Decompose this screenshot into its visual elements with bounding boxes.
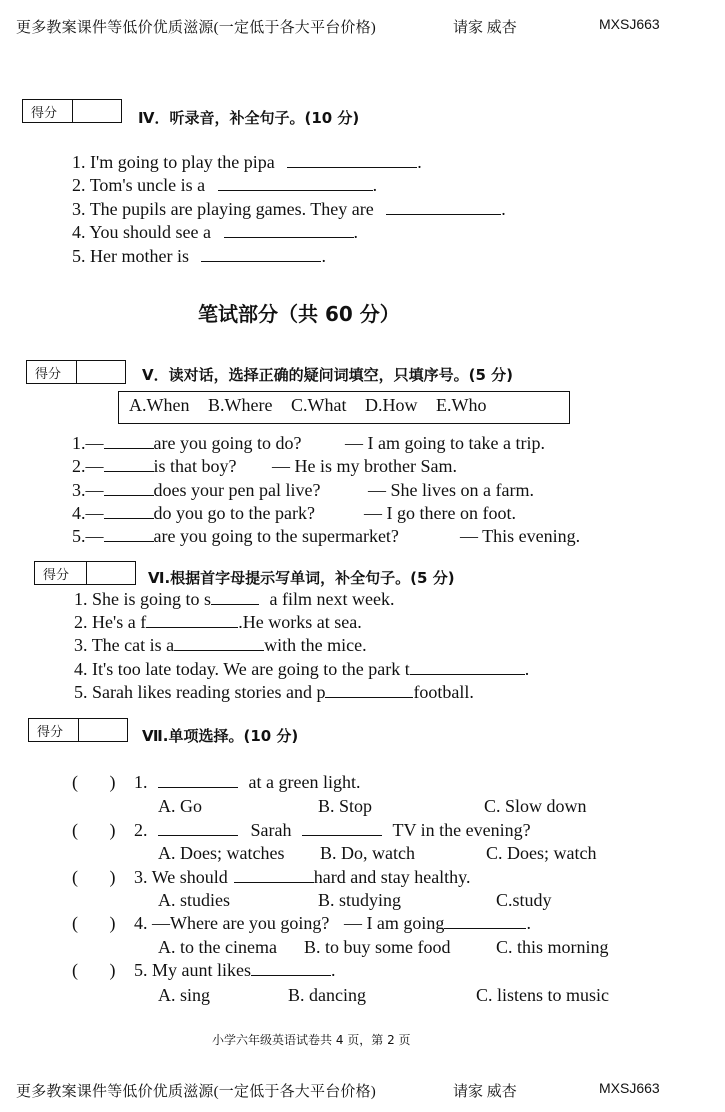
s5-item-2: 2.— is that boy? — He is my brother Sam. [72,456,457,476]
s6-item-1: 1. She is going to s a film next week. [74,589,395,609]
option-a: A. to the cinema [158,937,277,957]
score-label: 得分 [27,361,77,383]
section-4-title: Ⅳ．听录音，补全句子。(10 分) [138,109,360,127]
s4-item-4: 4. You should see a . [72,222,359,242]
score-label: 得分 [29,719,79,741]
banner-contact: 请家 威杏 [453,20,517,36]
answer-blank[interactable] [386,200,501,215]
option-c: C. this morning [496,937,609,957]
answer-blank[interactable] [104,481,154,496]
banner-text: 更多教案课件等低价优质滋源(一定低于各大平台价格) [16,1084,376,1100]
option-a: A. sing [158,985,211,1005]
section-5-title: V．读对话，选择正确的疑问词填空，只填序号。(5 分) [142,366,513,384]
banner-text: 更多教案课件等低价优质滋源(一定低于各大平台价格) [16,20,376,36]
option-b: B. Do, watch [320,843,415,863]
answer-blank[interactable] [146,613,238,628]
page-footer: 小学六年级英语试卷共 4 页，第 2 页 [212,1033,411,1047]
s7-item-4-stem: 4. —Where are you going? — I am going . [134,913,531,933]
option-b: B. to buy some food [304,937,451,957]
answer-blank[interactable] [287,153,417,168]
answer-blank[interactable] [224,223,354,238]
answer-paren[interactable]: ( ) [72,867,116,887]
option-b: B. Stop [318,796,373,816]
s5-item-5: 5.— are you going to the supermarket? — This evening. [72,526,581,546]
s4-item-1: 1. I'm going to play the pipa . [72,152,422,172]
score-field[interactable] [77,361,125,383]
option: E.Who [435,395,487,415]
option: B.Where [207,395,273,415]
s4-item-2: 2. Tom's uncle is a . [72,175,378,195]
s7-item-4-options [158,937,609,958]
score-box-4 [22,99,122,123]
s7-item-1-options [158,796,587,817]
answer-blank[interactable] [218,176,373,191]
answer-blank[interactable] [211,590,259,605]
s6-item-4: 4. It's too late today. We are going to the park t . [74,659,530,679]
s7-item-3-stem: 3. We should hard and stay healthy. [134,867,471,887]
option-c: C. listens to music [476,985,610,1005]
banner-code: MXSJ663 [599,1080,660,1096]
top-banner [16,16,660,37]
answer-blank[interactable] [104,504,154,519]
answer-blank[interactable] [234,868,314,883]
section-6-title: Ⅵ.根据首字母提示写单词，补全句子。(5 分) [148,569,455,587]
answer-blank[interactable] [201,247,321,262]
answer-paren[interactable]: ( ) [72,820,116,840]
option-a: A. Go [158,796,202,816]
option: A.When [129,395,190,415]
score-label: 得分 [35,562,87,584]
option-c: C.study [496,890,552,910]
option-b: B. studying [318,890,402,910]
score-box-6 [34,561,136,585]
answer-blank[interactable] [104,434,154,449]
score-field[interactable] [73,100,121,122]
s6-item-3: 3. The cat is a with the mice. [74,635,367,655]
answer-blank[interactable] [251,961,331,976]
option: D.How [364,395,418,415]
score-field[interactable] [79,719,127,741]
answer-paren[interactable]: ( ) [72,913,116,933]
s4-item-5: 5. Her mother is . [72,246,326,266]
answer-paren[interactable]: ( ) [72,772,116,792]
s6-item-2: 2. He's a f .He works at sea. [74,612,362,632]
answer-blank[interactable] [174,636,264,651]
score-box-5 [26,360,126,384]
s5-item-1: 1.— are you going to do? — I am going to take a trip. [72,433,545,453]
bottom-banner [16,1080,660,1101]
answer-paren[interactable]: ( ) [72,960,116,980]
s5-item-3: 3.— does your pen pal live? — She lives on a farm. [72,480,534,500]
option-box [118,391,570,424]
section-7-title: Ⅶ.单项选择。(10 分) [142,727,299,745]
answer-blank[interactable] [325,683,413,698]
s7-item-3-options [158,890,552,911]
s6-item-5: 5. Sarah likes reading stories and p football. [74,682,474,702]
option-a: A. studies [158,890,230,910]
s7-item-5-stem: 5. My aunt likes . [134,960,336,980]
score-label: 得分 [23,100,73,122]
written-part-title: 笔试部分（共 60 分） [198,302,400,326]
option-c: C. Slow down [484,796,587,816]
s5-item-4: 4.— do you go to the park? — I go there on foot. [72,503,516,523]
answer-blank[interactable] [302,821,382,836]
answer-blank[interactable] [104,457,154,472]
answer-blank[interactable] [158,773,238,788]
answer-blank[interactable] [444,914,526,929]
option-b: B. dancing [288,985,366,1005]
answer-blank[interactable] [158,821,238,836]
s7-item-1-stem: 1. at a green light. [134,772,361,792]
s7-item-2-options [158,843,597,864]
score-box-7 [28,718,128,742]
banner-code: MXSJ663 [599,16,660,32]
s7-item-5-options [158,985,610,1006]
option: C.What [290,395,347,415]
answer-blank[interactable] [410,660,525,675]
s7-item-2-stem: 2. Sarah TV in the evening? [134,820,531,840]
s4-item-3: 3. The pupils are playing games. They are . [72,199,506,219]
option-a: A. Does; watches [158,843,285,863]
banner-contact: 请家 威杏 [453,1084,517,1100]
answer-blank[interactable] [104,527,154,542]
score-field[interactable] [87,562,135,584]
option-c: C. Does; watch [486,843,597,863]
